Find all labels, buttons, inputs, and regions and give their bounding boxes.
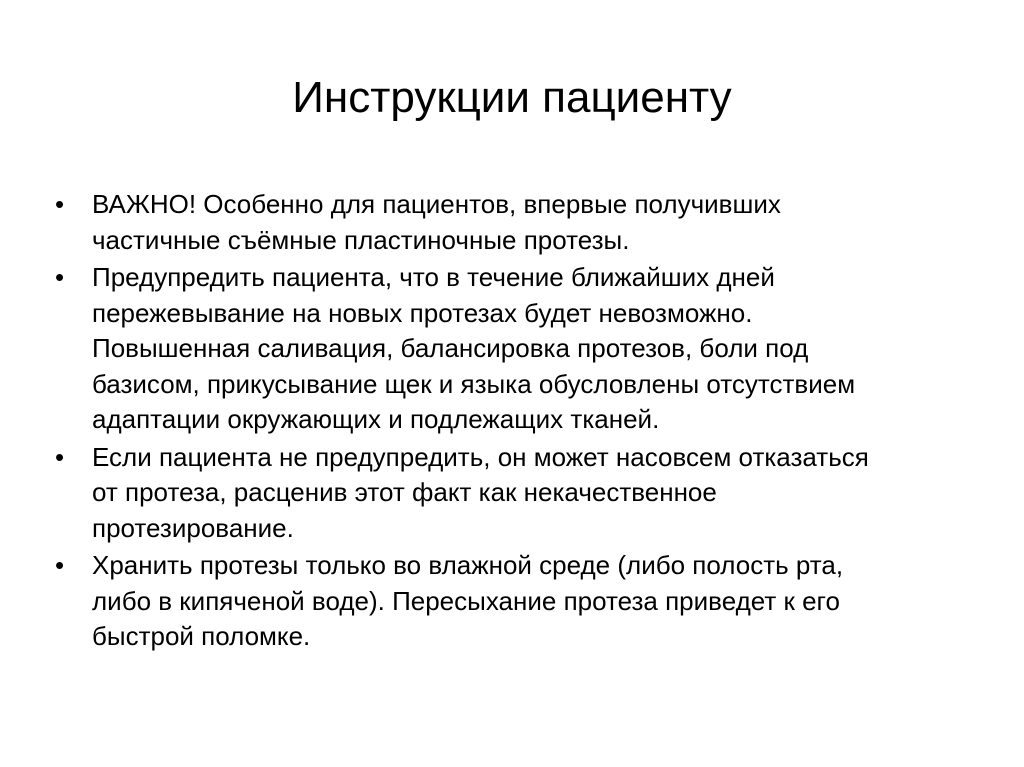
bullet-line: от протеза, расценив этот факт как некачественное bbox=[92, 477, 717, 507]
bullet-list bbox=[55, 187, 960, 657]
bullet-line: ВАЖНО! Особенно для пациентов, впервые получивших bbox=[92, 189, 781, 219]
bullet-dot-icon: • bbox=[55, 550, 65, 580]
bullet-line: быстрой поломке. bbox=[92, 621, 311, 651]
bullet-dot-icon: • bbox=[55, 441, 65, 472]
bullet-line: Если пациента не предупредить, он может насовсем отказаться bbox=[92, 441, 869, 472]
bullet-dot-icon: • bbox=[55, 189, 65, 219]
bullet-line: протезирование. bbox=[92, 512, 294, 543]
bullet-line: адаптации окружающих и подлежащих тканей. bbox=[92, 404, 660, 434]
bullet-line: частичные съёмные пластиночные протезы. bbox=[92, 224, 630, 255]
bullet-item bbox=[55, 548, 960, 655]
bullet-line: пережевывание на новых протезах будет невозможно. bbox=[92, 297, 753, 328]
bullet-line: Повышенная саливация, балансировка протезов, боли под bbox=[92, 333, 809, 363]
bullet-item bbox=[55, 440, 960, 547]
bullet-line: либо в кипяченой воде). Пересыхание протеза приведет к его bbox=[92, 585, 840, 616]
bullet-item bbox=[55, 187, 960, 258]
bullet-line: базисом, прикусывание щек и языка обусловлены отсутствием bbox=[92, 368, 856, 399]
bullet-dot-icon: • bbox=[55, 262, 65, 292]
slide-title: Инструкции пациенту bbox=[292, 73, 732, 122]
bullet-line: Хранить протезы только во влажной среде (либо полость рта, bbox=[92, 550, 844, 580]
bullet-line: Предупредить пациента, что в течение ближайших дней bbox=[92, 262, 775, 292]
bullet-item bbox=[55, 260, 960, 438]
